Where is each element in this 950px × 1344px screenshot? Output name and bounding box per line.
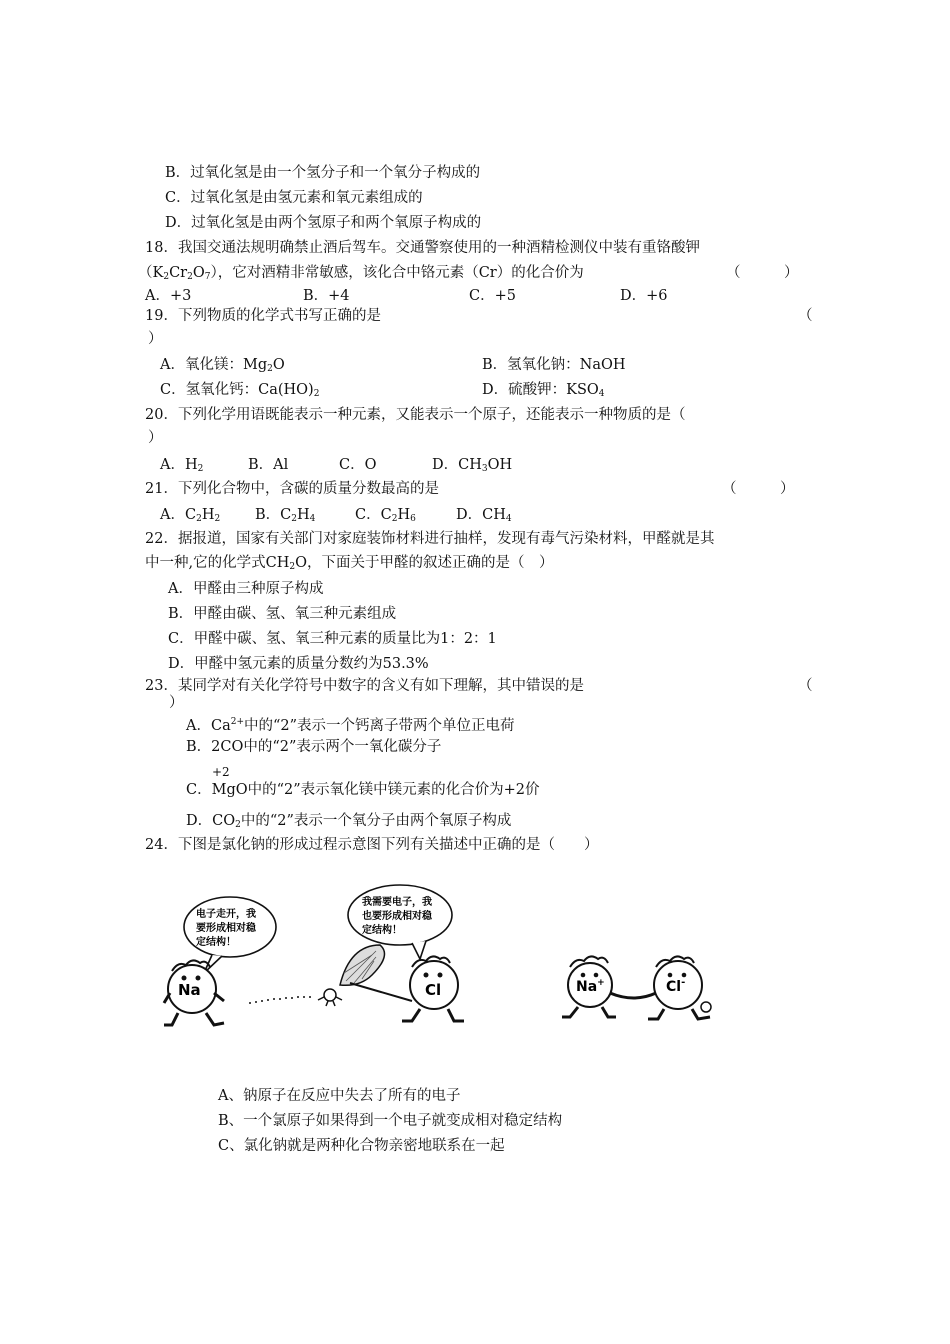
bubble1-line2: 要形成相对稳 xyxy=(196,923,256,934)
q23-option-a: A．$Ca^{2+}$中的“2”表示一个钙离子带两个单位正电荷 xyxy=(186,717,515,734)
sodium-label: Na xyxy=(178,981,201,999)
q18-option-a: A．+3 xyxy=(145,288,192,304)
q17-option-b: B．过氧化氢是由一个氢分子和一个氧分子构成的 xyxy=(165,165,481,181)
q20-option-b: B．Al xyxy=(248,457,289,473)
q20-paren-close: ） xyxy=(148,430,163,446)
nacl-formation-figure xyxy=(150,875,750,1050)
bubble2-line1: 我需要电子，我 xyxy=(362,897,432,908)
q19-paren-open: （ xyxy=(798,308,813,324)
q24-stem: 24．下图是氯化钠的形成过程示意图下列有关描述中正确的是（ ） xyxy=(145,837,599,853)
q17-option-d: D．过氧化氢是由两个氢原子和两个氧原子构成的 xyxy=(165,215,482,231)
bubble1-line1: 电子走开，我 xyxy=(196,909,256,920)
q20-option-c: C．O xyxy=(339,457,377,473)
q17-option-c: C．过氧化氢是由氢元素和氧元素组成的 xyxy=(165,190,423,206)
q21-option-b: B．$C_2H_4$ xyxy=(255,507,316,524)
q19-option-c: C．氢氧化钙：$Ca(HO)_2$ xyxy=(160,382,320,399)
q24-option-a: A、钠原子在反应中失去了所有的电子 xyxy=(218,1088,461,1104)
chloride-ion-character xyxy=(648,956,711,1019)
held-hands xyxy=(610,993,656,998)
electron-character xyxy=(318,989,342,1006)
q19-stem: 19．下列物质的化学式书写正确的是 xyxy=(145,308,381,324)
q22-option-c: C．甲醛中碳、氢、氧三种元素的质量比为1：2：1 xyxy=(168,631,497,647)
q21-answer-paren: （ ） xyxy=(722,481,795,497)
q22-stem-line1: 22．据报道，国家有关部门对家庭装饰材料进行抽样，发现有毒气污染材料，甲醛就是其 xyxy=(145,531,715,547)
q24-option-c: C、氯化钠就是两种化合物亲密地联系在一起 xyxy=(218,1138,505,1154)
q23-option-c: C．MgO中的“2”表示氧化镁中镁元素的化合价为+2价 xyxy=(186,782,540,798)
chlorine-atom-character xyxy=(402,956,464,1021)
chlorine-label: Cl xyxy=(425,981,442,999)
q23-paren-close: ） xyxy=(169,695,184,711)
q19-option-d: D．硫酸钾：$KSO_4$ xyxy=(482,382,605,399)
sodium-atom-character xyxy=(164,960,224,1025)
q19-option-b: B．氢氧化钠：NaOH xyxy=(482,357,626,373)
q22-option-d: D．甲醛中氢元素的质量分数约为53.3% xyxy=(168,656,429,672)
q23-paren-open: （ xyxy=(798,678,813,694)
q23-option-d: D．$CO_2$中的“2”表示一个氧分子由两个氧原子构成 xyxy=(186,813,512,830)
q20-option-a: A．$H_2$ xyxy=(160,457,204,474)
sodium-ion-label: Na+ xyxy=(576,978,605,995)
q22-option-a: A．甲醛由三种原子构成 xyxy=(168,581,324,597)
q18-answer-paren: （ ） xyxy=(726,265,799,281)
q18-option-d: D．+6 xyxy=(620,288,668,304)
bubble2-line2: 也要形成相对稳 xyxy=(362,911,432,922)
q18-stem-line1: 18．我国交通法规明确禁止酒后驾车。交通警察使用的一种酒精检测仪中装有重铬酸钾 xyxy=(145,240,700,256)
chloride-ion-label: Cl- xyxy=(666,977,686,995)
q23-option-b: B．2CO中的“2”表示两个一氧化碳分子 xyxy=(186,739,442,755)
q20-option-d: D．$CH_3OH$ xyxy=(432,457,513,474)
bubble2-line3: 定结构！ xyxy=(362,925,402,936)
q24-option-b: B、一个氯原子如果得到一个电子就变成相对稳定结构 xyxy=(218,1113,563,1129)
q19-option-a: A．氧化镁：$Mg_2O$ xyxy=(160,357,285,374)
q22-option-b: B．甲醛由碳、氢、氧三种元素组成 xyxy=(168,606,397,622)
butterfly-net xyxy=(340,945,412,1001)
q21-stem: 21．下列化合物中，含碳的质量分数最高的是 xyxy=(145,481,439,497)
q23-option-c-valence: +2 xyxy=(212,765,230,779)
q19-paren-close: ） xyxy=(148,331,163,347)
bubble1-line3: 定结构！ xyxy=(196,937,236,948)
q21-option-c: C．$C_2H_6$ xyxy=(355,507,416,524)
q18-stem-line2: $(K_2Cr_2O_7)$，它对酒精非常敏感，该化合中铬元素（Cr）的化合价为 xyxy=(138,265,584,282)
electron-trail xyxy=(249,996,311,1004)
q21-option-a: A．$C_2H_2$ xyxy=(160,507,221,524)
q18-option-c: C．+5 xyxy=(469,288,516,304)
q22-stem-line2: 中一种,它的化学式$CH_2O$，下面关于甲醛的叙述正确的是（ ） xyxy=(145,555,554,572)
q18-option-b: B．+4 xyxy=(303,288,350,304)
sodium-ion-character xyxy=(562,956,616,1017)
q20-stem: 20．下列化学用语既能表示一种元素，又能表示一个原子，还能表示一种物质的是（ xyxy=(145,407,686,423)
q21-option-d: D．$CH_4$ xyxy=(456,507,512,524)
q23-stem: 23．某同学对有关化学符号中数字的含义有如下理解，其中错误的是 xyxy=(145,678,584,694)
